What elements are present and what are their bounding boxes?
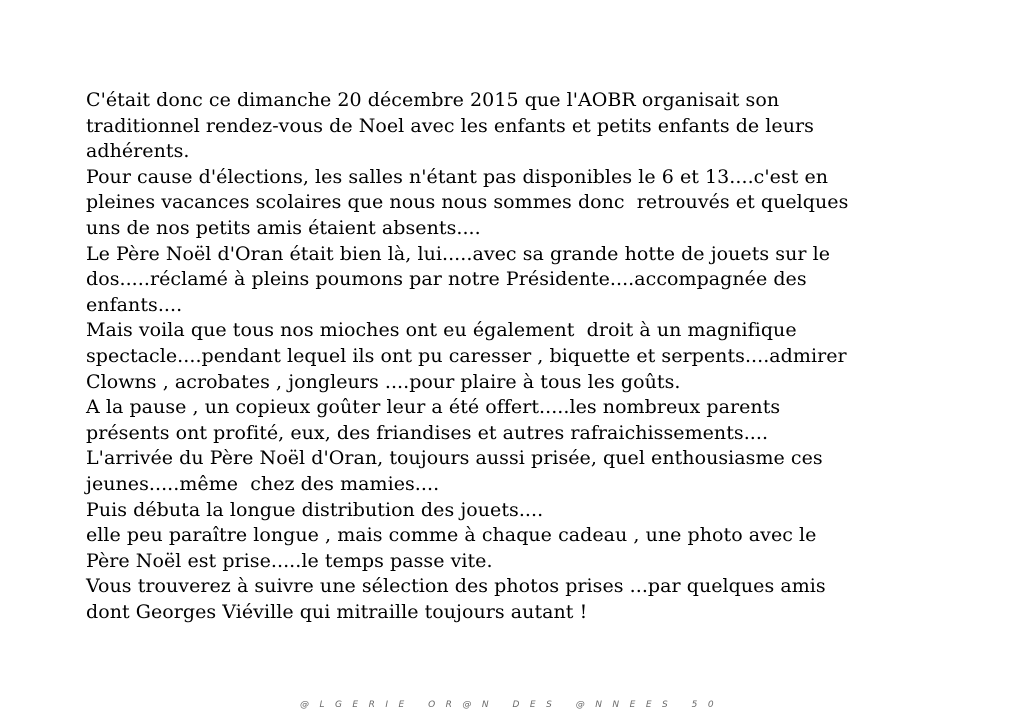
- text-line: dont Georges Viéville qui mitraille toujours autant !: [86, 600, 588, 623]
- text-line: elle peu paraître longue , mais comme à chaque cadeau , une photo avec le: [86, 524, 817, 547]
- footer-watermark: @LGERIE OR@N DES @NNEES 50: [299, 700, 725, 710]
- text-line: Pour cause d'élections, les salles n'étant pas disponibles le 6 et 13....c'est en: [86, 165, 829, 188]
- text-line: adhérents.: [86, 140, 190, 163]
- text-line: jeunes.....même chez des mamies....: [86, 472, 440, 495]
- text-line: spectacle....pendant lequel ils ont pu caresser , biquette et serpents....admirer: [86, 344, 847, 367]
- text-line: Clowns , acrobates , jongleurs ....pour plaire à tous les goûts.: [86, 370, 681, 393]
- text-line: Père Noël est prise.....le temps passe vite.: [86, 549, 493, 572]
- text-line: Vous trouverez à suivre une sélection des photos prises ...par quelques amis: [86, 575, 826, 598]
- text-line: traditionnel rendez-vous de Noel avec les enfants et petits enfants de leurs: [86, 114, 814, 137]
- text-line: Puis débuta la longue distribution des jouets....: [86, 498, 544, 521]
- text-line: dos.....réclamé à pleins poumons par notre Présidente....accompagnée des: [86, 268, 807, 291]
- text-line: enfants....: [86, 293, 183, 316]
- text-line: A la pause , un copieux goûter leur a été offert.....les nombreux parents: [86, 396, 781, 419]
- text-line: présents ont profité, eux, des friandises et autres rafraichissements....: [86, 421, 769, 444]
- text-line: Le Père Noël d'Oran était bien là, lui.....avec sa grande hotte de jouets sur le: [86, 242, 831, 265]
- text-line: pleines vacances scolaires que nous nous sommes donc retrouvés et quelques: [86, 191, 849, 214]
- document-body: [86, 88, 986, 625]
- text-line: L'arrivée du Père Noël d'Oran, toujours aussi prisée, quel enthousiasme ces: [86, 447, 823, 470]
- text-line: C'était donc ce dimanche 20 décembre 2015 que l'AOBR organisait son: [86, 89, 780, 111]
- text-line: uns de nos petits amis étaient absents....: [86, 216, 481, 239]
- text-line: Mais voila que tous nos mioches ont eu également droit à un magnifique: [86, 319, 797, 342]
